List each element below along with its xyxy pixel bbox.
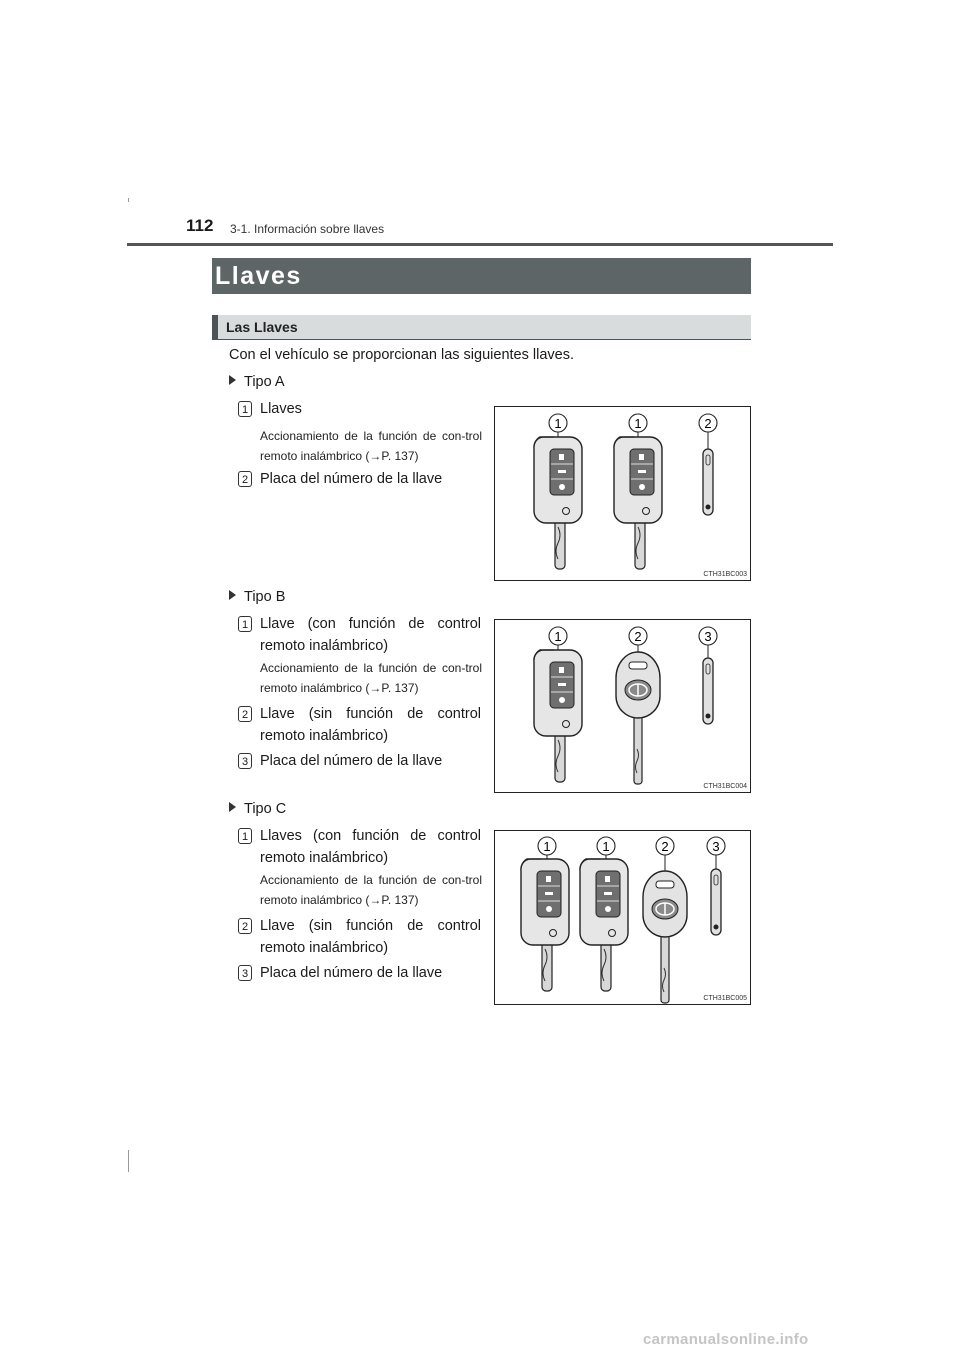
item-number: 3 (238, 753, 252, 769)
type-b-label (229, 589, 285, 605)
item-number: 1 (238, 828, 252, 844)
callouts (549, 414, 717, 432)
triangle-bullet-icon (229, 802, 236, 812)
item-text: Llaves (con función de control remoto inalámbrico) (260, 828, 481, 866)
figure-code: CTH31BC003 (703, 571, 747, 578)
intro-text: Con el vehículo se proporcionan las siguientes llaves. (229, 347, 574, 363)
item-number: 2 (238, 706, 252, 722)
item-text: Llave (sin función de control remoto inalámbrico) (260, 918, 481, 956)
item-note: Accionamiento de la función de con-trol remoto inalámbrico (→P. 137) (260, 661, 482, 695)
item-text: Placa del número de la llave (260, 471, 443, 487)
item-text: Placa del número de la llave (260, 753, 443, 769)
running-head: 3-1. Información sobre llaves (230, 222, 385, 236)
page-title-bar (212, 258, 751, 294)
item-text: Llave (sin función de control remoto inalámbrico) (260, 706, 481, 744)
type-label-text: Tipo A (244, 374, 285, 390)
figure-code: CTH31BC005 (703, 995, 747, 1002)
type-a-label (229, 374, 285, 390)
callout-3: 3 (712, 839, 720, 854)
type-c-label (229, 801, 286, 817)
type-label-text: Tipo C (244, 801, 287, 817)
callout-2: 2 (634, 629, 642, 644)
callout-1: 1 (543, 839, 551, 854)
section-heading-bar (212, 315, 751, 340)
callout-3: 3 (704, 629, 712, 644)
callout-1: 1 (634, 416, 642, 431)
item-note: Accionamiento de la función de con-trol remoto inalámbrico (→P. 137) (260, 429, 482, 463)
page-title: Llaves (215, 262, 302, 290)
item-text: Placa del número de la llave (260, 965, 443, 981)
type-label-text: Tipo B (244, 589, 286, 605)
callout-2: 2 (704, 416, 712, 431)
page-number: 112 (186, 216, 214, 235)
item-text: Llaves (260, 401, 302, 417)
watermark: carmanualsonline.info (643, 1331, 809, 1348)
section-accent (212, 315, 218, 339)
item-number: 1 (238, 401, 252, 417)
keys-illustration-c (495, 831, 752, 1006)
keys-illustration-b (495, 620, 752, 794)
figure-type-c (494, 830, 751, 1005)
callout-1: 1 (554, 416, 562, 431)
triangle-bullet-icon (229, 375, 236, 385)
figure-type-a (494, 406, 751, 581)
item-note: Accionamiento de la función de con-trol remoto inalámbrico (→P. 137) (260, 873, 482, 907)
item-number: 1 (238, 616, 252, 632)
callout-2: 2 (661, 839, 669, 854)
header-rule (127, 243, 833, 246)
callout-1: 1 (602, 839, 610, 854)
item-number: 2 (238, 918, 252, 934)
item-number: 2 (238, 471, 252, 487)
callout-1: 1 (554, 629, 562, 644)
item-text: Llave (con función de control remoto inalámbrico) (260, 616, 481, 654)
keys-illustration-a (495, 407, 752, 582)
figure-code: CTH31BC004 (703, 783, 747, 790)
section-heading: Las Llaves (226, 319, 298, 335)
item-number: 3 (238, 965, 252, 981)
figure-type-b (494, 619, 751, 793)
crop-mark (128, 198, 129, 202)
triangle-bullet-icon (229, 590, 236, 600)
crop-mark (128, 1150, 129, 1172)
